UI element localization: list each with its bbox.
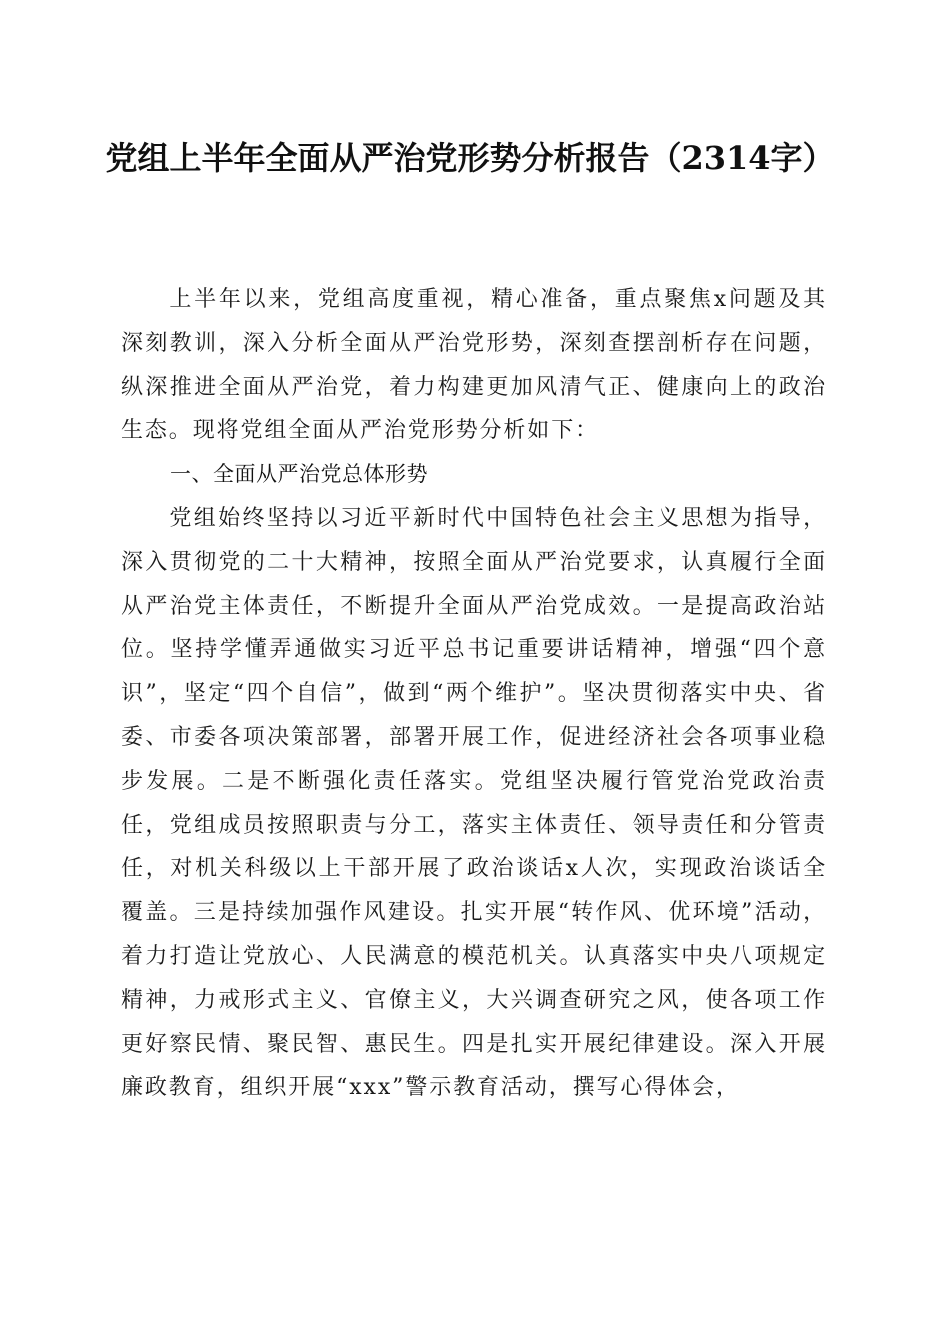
intro-paragraph: 上半年以来，党组高度重视，精心准备，重点聚焦x问题及其深刻教训，深入分析全面从严治党形势，深刻查摆剖析存在问题，纵深推进全面从严治党，着力构建更加风清气正、健康向上的政治生态。现将党组全面从严治党形势分析如下：: [121, 287, 827, 444]
document-body: [121, 278, 827, 1110]
section-paragraph: 党组始终坚持以习近平新时代中国特色社会主义思想为指导，深入贯彻党的二十大精神，按照全面从严治党要求，认真履行全面从严治党主体责任，不断提升全面从严治党成效。一是提高政治站位。坚持学懂弄通做实习近平总书记重要讲话精神，增强“四个意识”，坚定“四个自信”，做到“两个维护”。坚决贯彻落实中央、省委、市委各项决策部署，部署开展工作，促进经济社会各项事业稳步发展。二是不断强化责任落实。党组坚决履行管党治党政治责任，党组成员按照职责与分工，落实主体责任、领导责任和分管责任，对机关科级以上干部开展了政治谈话x人次，实现政治谈话全覆盖。三是持续加强作风建设。扎实开展“转作风、优环境”活动，着力打造让党放心、人民满意的模范机关。认真落实中央八项规定精神，力戒形式主义、官僚主义，大兴调查研究之风，使各项工作更好察民情、聚民智、惠民生。四是扎实开展纪律建设。深入开展廉政教育，组织开展“xxx”警示教育活动，撰写心得体会，: [121, 505, 827, 1101]
section-heading: 一、全面从严治党总体形势: [170, 462, 428, 487]
document-title: 党组上半年全面从严治党形势分析报告（2314字）: [105, 139, 835, 177]
